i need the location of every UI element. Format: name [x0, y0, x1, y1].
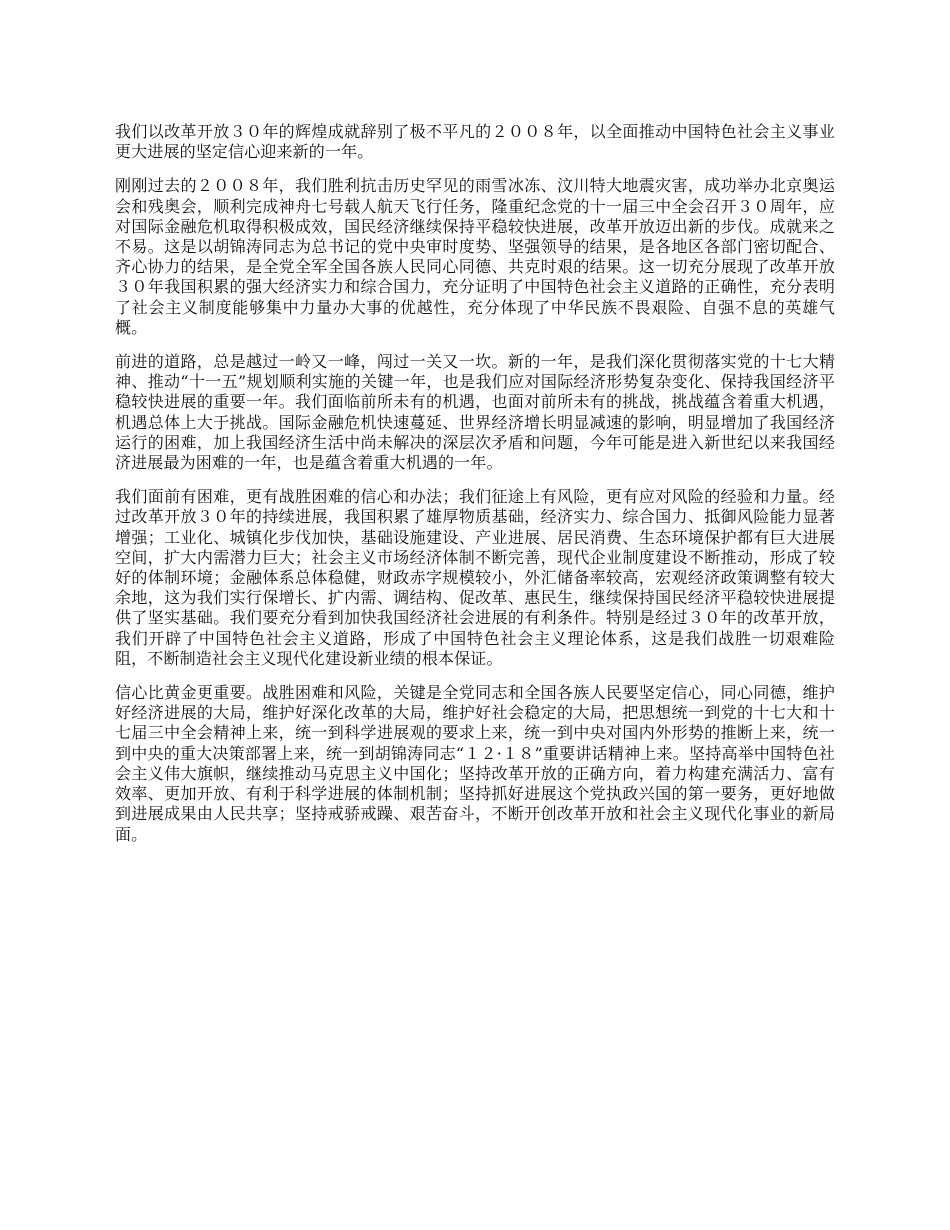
document-body [115, 122, 835, 859]
paragraph-1: 我们以改革开放３０年的辉煌成就辞别了极不平凡的２００８年，以全面推动中国特色社会主义事业更大进展的坚定信心迎来新的一年。 [115, 122, 835, 162]
paragraph-4: 我们面前有困难，更有战胜困难的信心和办法；我们征途上有风险，更有应对风险的经验和力量。经过改革开放３０年的持续进展，我国积累了雄厚物质基础，经济实力、综合国力、抵御风险能力显著增强；工业化、城镇化步伐加快，基础设施建设、产业进展、居民消费、生态环境保护都有巨大进展空间，扩大内需潜力巨大；社会主义市场经济体制不断完善，现代企业制度建设不断推动，形成了较好的体制环境；金融体系总体稳健，财政赤字规模较小，外汇储备率较高，宏观经济政策调整有较大余地，这为我们实行保增长、扩内需、调结构、促改革、惠民生，继续保持国民经济平稳较快进展提供了坚实基础。我们要充分看到加快我国经济社会进展的有利条件。特别是经过３０年的改革开放，我们开辟了中国特色社会主义道路，形成了中国特色社会主义理论体系，这是我们战胜一切艰难险阻，不断制造社会主义现代化建设新业绩的根本保证。 [115, 487, 835, 668]
paragraph-5: 信心比黄金更重要。战胜困难和风险，关键是全党同志和全国各族人民要坚定信心，同心同德，维护好经济进展的大局，维护好深化改革的大局，维护好社会稳定的大局，把思想统一到党的十七大和十七届三中全会精神上来，统一到科学进展观的要求上来，统一到中央对国内外形势的推断上来，统一到中央的重大决策部署上来，统一到胡锦涛同志“１２·１８”重要讲话精神上来。坚持高举中国特色社会主义伟大旗帜，继续推动马克思主义中国化；坚持改革开放的正确方向，着力构建充满活力、富有效率、更加开放、有利于科学进展的体制机制；坚持抓好进展这个党执政兴国的第一要务，更好地做到进展成果由人民共享；坚持戒骄戒躁、艰苦奋斗，不断开创改革开放和社会主义现代化事业的新局面。 [115, 683, 835, 844]
paragraph-3: 前进的道路，总是越过一岭又一峰，闯过一关又一坎。新的一年，是我们深化贯彻落实党的十七大精神、推动“十一五”规划顺利实施的关键一年，也是我们应对国际经济形势复杂变化、保持我国经济平稳较快进展的重要一年。我们面临前所未有的机遇，也面对前所未有的挑战，挑战蕴含着重大机遇，机遇总体上大于挑战。国际金融危机快速蔓延、世界经济增长明显减速的影响，明显增加了我国经济运行的困难，加上我国经济生活中尚未解决的深层次矛盾和问题，今年可能是进入新世纪以来我国经济进展最为困难的一年，也是蕴含着重大机遇的一年。 [115, 352, 835, 473]
paragraph-2: 刚刚过去的２００８年，我们胜利抗击历史罕见的雨雪冰冻、汶川特大地震灾害，成功举办北京奥运会和残奥会，顺利完成神舟七号载人航天飞行任务，隆重纪念党的十一届三中全会召开３０周年，应对国际金融危机取得积极成效，国民经济继续保持平稳较快进展，改革开放迈出新的步伐。成就来之不易。这是以胡锦涛同志为总书记的党中央审时度势、坚强领导的结果，是各地区各部门密切配合、齐心协力的结果，是全党全军全国各族人民同心同德、共克时艰的结果。这一切充分展现了改革开放３０年我国积累的强大经济实力和综合国力，充分证明了中国特色社会主义道路的正确性，充分表明了社会主义制度能够集中力量办大事的优越性，充分体现了中华民族不畏艰险、自强不息的英雄气概。 [115, 176, 835, 337]
